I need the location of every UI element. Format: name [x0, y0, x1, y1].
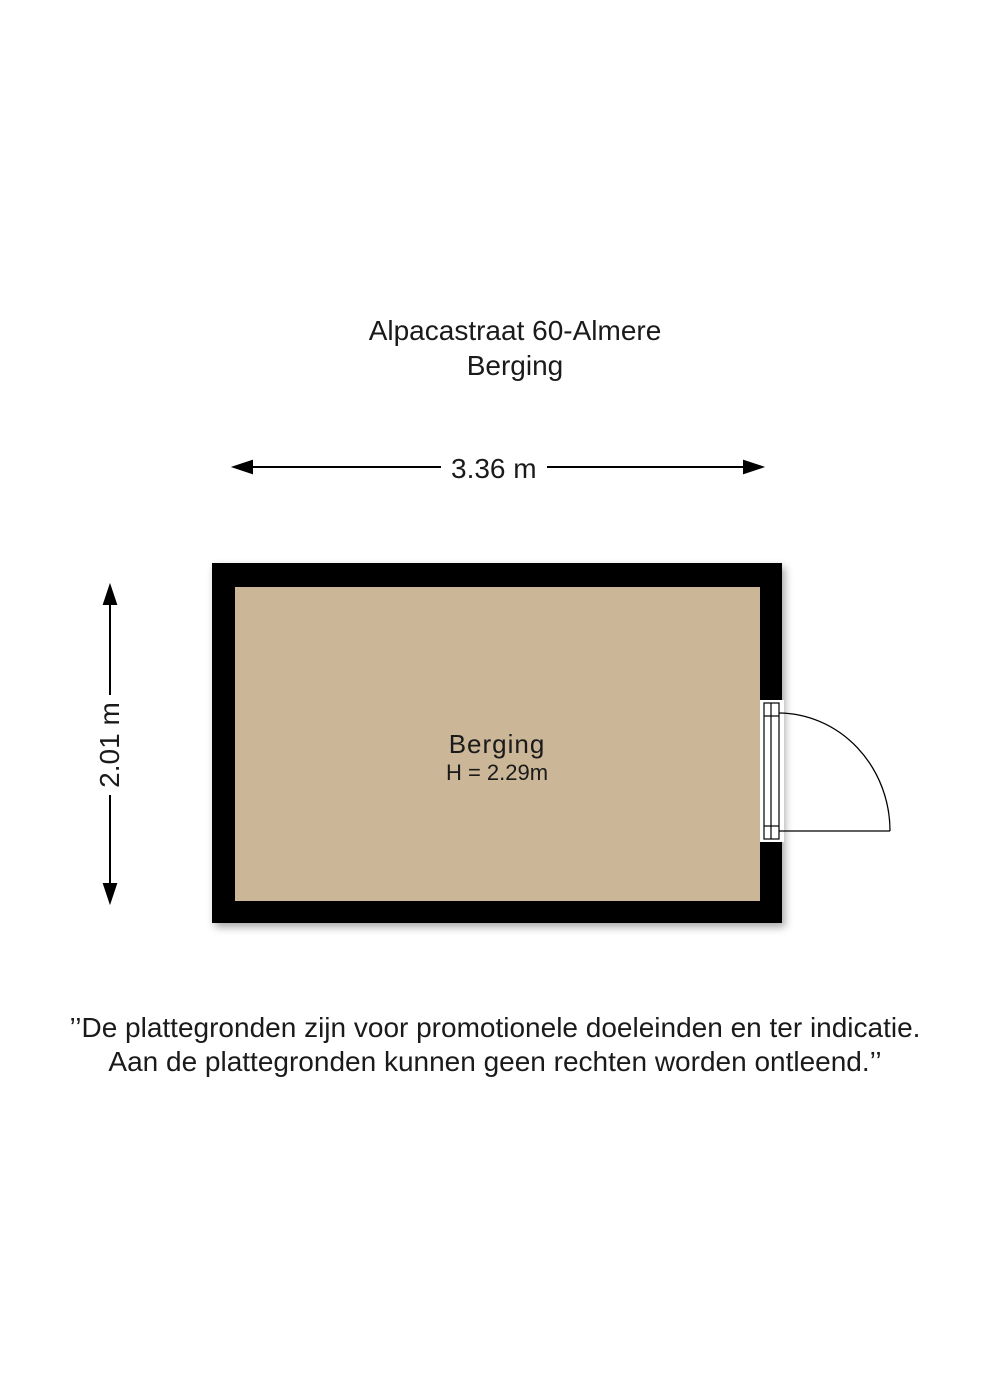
- plan-floor-title: Berging: [466, 350, 564, 381]
- width-dimension-label: 3.36 m: [441, 452, 547, 486]
- plan-address-title: Alpacastraat 60-Almere: [368, 315, 662, 346]
- door-swing-arc: [779, 713, 890, 831]
- door-frame: [764, 703, 779, 839]
- disclaimer-line-2: Aan de plattegronden kunnen geen rechten worden ontleend.’’: [108, 1046, 882, 1077]
- room-height-label: H = 2.29m: [445, 760, 549, 785]
- room-name-label: Berging: [448, 729, 546, 759]
- disclaimer-line-1: ’’De plattegronden zijn voor promotionele doeleinden en ter indicatie.: [69, 1012, 921, 1043]
- height-dimension-label: 2.01 m: [93, 695, 127, 795]
